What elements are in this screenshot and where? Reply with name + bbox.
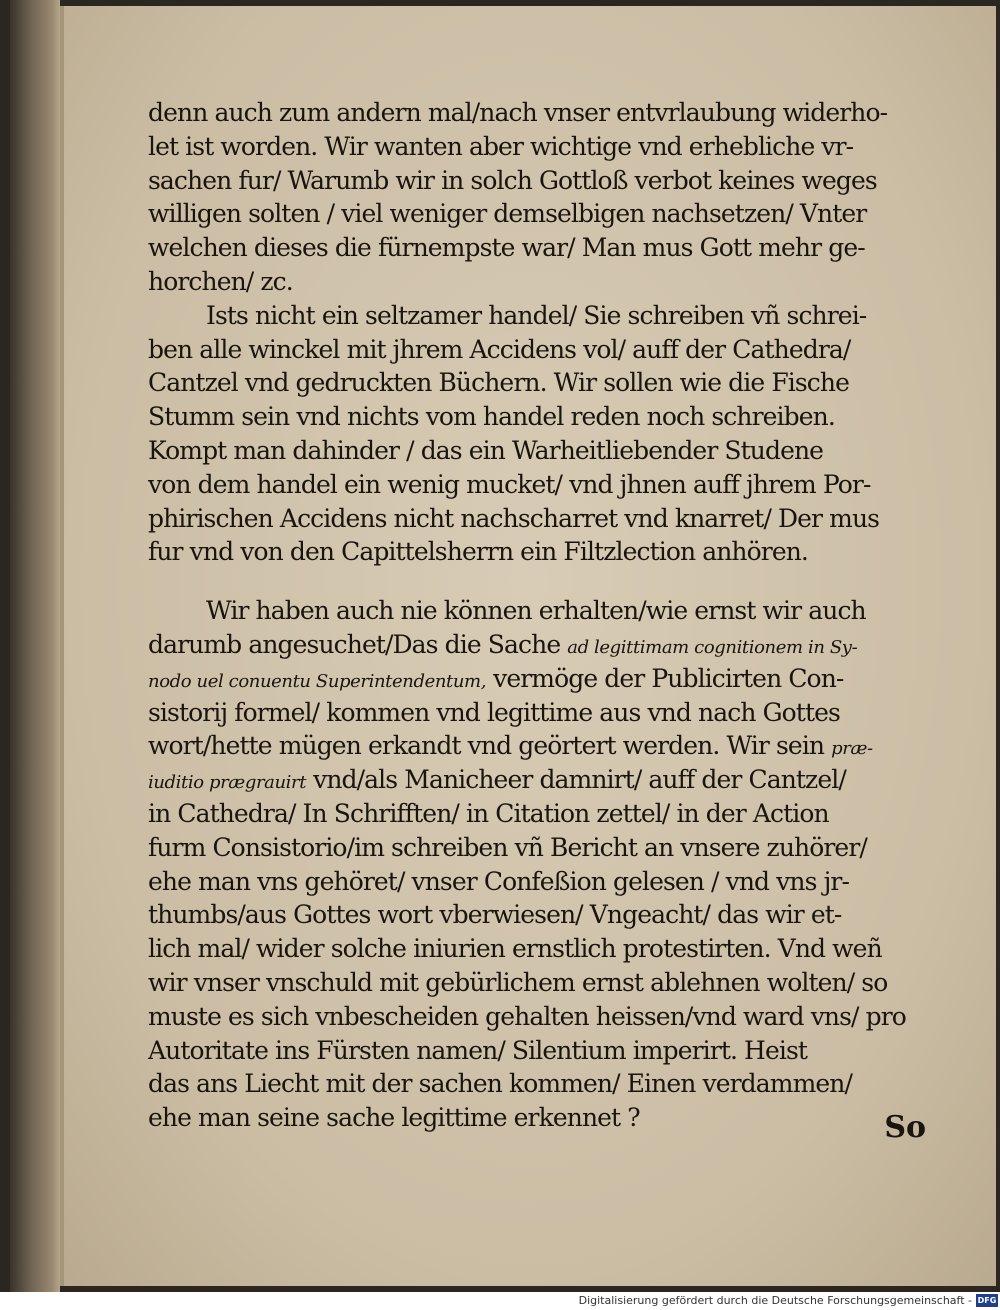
catchword: So [884,1110,926,1145]
line-text: vnd/als Manicheer damnirt/ auff der Cantzel/ [306,765,846,795]
latin-text: nodo uel conuentu Superintendentum, [148,670,487,692]
latin-text: ad legittimam cognitionem in Sy- [567,636,858,658]
dfg-logo: DFG [977,1296,997,1305]
text-line: ehe man vns gehöret/ vnser Confeßion gelesen / vnd vns jr- [148,866,850,896]
text-line: wir vnser vnschuld mit gebürlichem ernst ablehnen wolten/ so [148,967,888,997]
text-line: horchen/ zc. [148,266,293,296]
paragraph-gap [148,569,938,594]
text-line: Stumm sein vnd nichts vom handel reden noch schreiben. [148,402,835,432]
text-line: furm Consistorio/im schreiben vñ Bericht an vnsere zuhörer/ [148,832,867,862]
line-text: vermöge der Publicirten Con- [486,663,844,693]
text-line: denn auch zum andern mal/nach vnser entvrlaubung widerho- [148,98,888,127]
text-line [148,763,938,797]
text-line: das ans Liecht mit der sachen kommen/ Einen verdammen/ [148,1069,853,1099]
funding-notice: Digitalisierung gefördert durch die Deutsche Forschungsgemeinschaft - [578,1294,972,1307]
text-line: in Cathedra/ In Schrifften/ in Citation zettel/ in der Action [148,798,829,828]
text-line: Wir haben auch nie können erhalten/wie ernst wir auch [206,596,866,626]
text-line: thumbs/aus Gottes wort vberwiesen/ Vngeacht/ das wir et- [148,900,842,930]
text-line: sistorij formel/ kommen vnd legittime aus vnd nach Gottes [148,697,840,727]
text-line [148,628,938,662]
text-line: let ist worden. Wir wanten aber wichtige vnd erhebliche vr- [148,131,854,161]
text-line: Cantzel vnd gedruckten Büchern. Wir sollen wie die Fische [148,368,849,398]
text-line: lich mal/ wider solche iniurien ernstlich protestirten. Vnd weñ [148,934,882,964]
latin-text: iuditio prægrauirt [148,772,307,794]
text-line: Kompt man dahinder / das ein Warheitliebender Studene [148,435,824,465]
text-line: Autoritate ins Fürsten namen/ Silentium imperirt. Heist [148,1035,808,1065]
text-line: welchen dieses die fürnempste war/ Man mus Gott mehr ge- [148,233,865,263]
text-line: Ists nicht ein seltzamer handel/ Sie schreiben vñ schrei- [206,300,867,330]
text-line: muste es sich vnbescheiden gehalten heissen/vnd ward vns/ pro [148,1001,906,1031]
paragraph-3 [148,594,938,1135]
text-block [148,96,938,1135]
text-line [148,662,938,696]
text-line: sachen fur/ Warumb wir in solch Gottloß verbot keines weges [148,165,877,195]
text-line: phirischen Accidens nicht nachscharret vnd knarret/ Der mus [148,503,880,533]
line-text: wort/hette mügen erkandt vnd geörtert werden. Wir sein [148,731,832,761]
text-line: fur vnd von den Capittelsherrn ein Filtzlection anhören. [148,537,808,567]
text-line: von dem handel ein wenig mucket/ vnd jhnen auff jhrem Por- [148,469,871,499]
text-line: ehe man seine sache legittime erkennet ? [148,1103,640,1133]
paragraph-2 [148,299,938,569]
text-line [148,729,938,763]
book-gutter [10,0,60,1292]
text-line: ben alle winckel mit jhrem Accidens vol/ auff der Cathedra/ [148,334,851,364]
text-line: willigen solten / viel weniger demselbigen nachsetzen/ Vnter [148,199,867,229]
paragraph-1 [148,96,938,299]
digitization-footer [0,1292,1000,1310]
latin-text: præ- [831,738,873,760]
line-text: darumb angesuchet/Das die Sache [148,629,568,659]
